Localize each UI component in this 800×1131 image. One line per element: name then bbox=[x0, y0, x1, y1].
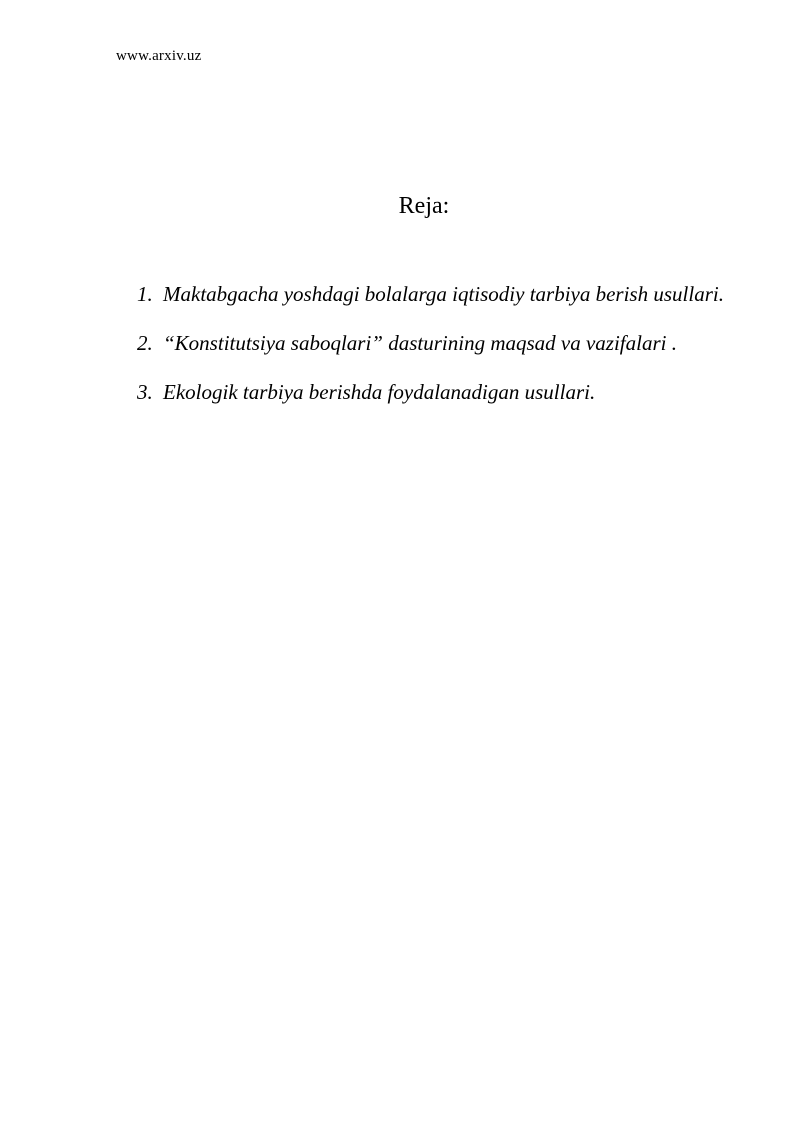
list-item-text: Ekologik tarbiya berishda foydalanadigan usullari. bbox=[163, 380, 596, 404]
list-item bbox=[137, 270, 733, 319]
list-item-text: Maktabgacha yoshdagi bolalarga iqtisodiy tarbiya berish usullari. bbox=[163, 282, 724, 306]
list-item-text: “Konstitutsiya saboqlari” dasturining maqsad va vazifalari . bbox=[163, 331, 677, 355]
list-item bbox=[137, 368, 733, 417]
plan-list bbox=[137, 270, 733, 417]
list-item-number: 2. bbox=[137, 331, 153, 355]
list-item-number: 3. bbox=[137, 380, 153, 404]
header-url: www.arxiv.uz bbox=[116, 48, 202, 64]
list-item-number: 1. bbox=[137, 282, 153, 306]
list-item bbox=[137, 319, 733, 368]
page-title: Reja: bbox=[398, 193, 450, 219]
